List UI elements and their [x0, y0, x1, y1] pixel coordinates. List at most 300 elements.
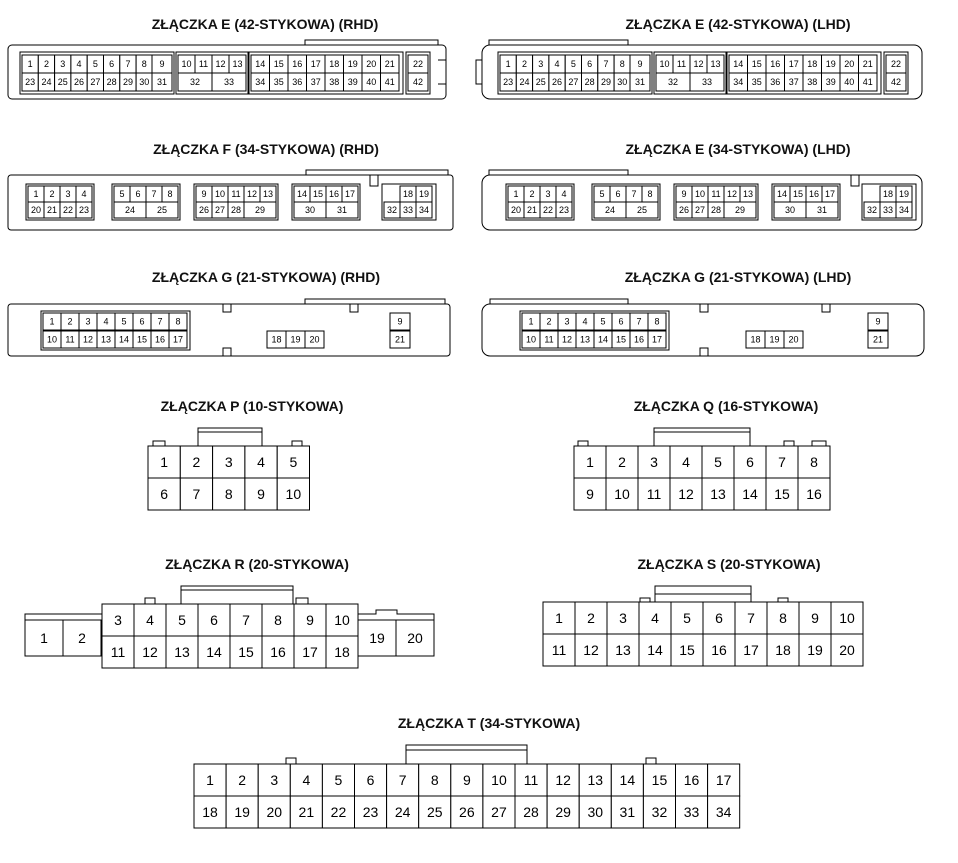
g21-rhd-pin-3-label: 3 [85, 316, 91, 327]
e42-lhd-pin-5 [565, 55, 581, 73]
q16-pin-15 [766, 478, 798, 510]
e34-lhd-pin-22 [540, 202, 556, 218]
f34-rhd-pin-30-label: 30 [304, 205, 316, 215]
e42-lhd-pin-5-label: 5 [570, 59, 576, 69]
e42-lhd-pin-36 [766, 73, 785, 91]
p10-latch [198, 428, 262, 446]
f34-rhd-pin-16-label: 16 [328, 189, 340, 199]
t34-pin-1-label: 1 [206, 772, 214, 788]
e34-lhd-pin-23-label: 23 [558, 205, 570, 215]
e42-lhd-pin-23 [500, 73, 516, 91]
e42-rhd-pin-23 [22, 73, 38, 91]
e42-rhd-pin-16 [288, 55, 307, 73]
e42-lhd-pin-16-label: 16 [770, 59, 781, 69]
title-q16: ZŁĄCZKA Q (16-STYKOWA) [633, 398, 819, 414]
t34-pin-22-label: 22 [330, 804, 347, 820]
e34-lhd-pin-8-label: 8 [647, 189, 653, 199]
s20-pin-4-label: 4 [651, 610, 659, 626]
t34-pin-29-label: 29 [555, 804, 571, 820]
e42-lhd-pin-24 [516, 73, 532, 91]
e42-rhd-pin-12-label: 12 [215, 59, 226, 69]
f34-rhd-pin-5 [114, 186, 130, 202]
e34-lhd-pin-26-label: 26 [678, 205, 690, 215]
e42-lhd-pin-21 [859, 55, 878, 73]
e42-lhd-pin-11-label: 11 [676, 59, 687, 69]
g21-lhd-pin-19 [765, 331, 784, 348]
r20-pin-17-label: 17 [302, 644, 318, 660]
p10-pin-10-label: 10 [285, 486, 302, 502]
e34-lhd-pin-14 [774, 186, 790, 202]
e42-lhd-pin-41 [859, 73, 878, 91]
e42-lhd-pin-1-label: 1 [505, 59, 511, 69]
q16-pin-4-label: 4 [682, 454, 690, 470]
s20-pin-3 [607, 602, 639, 634]
f34-rhd-pin-29 [244, 202, 276, 218]
r20-latch [181, 586, 293, 604]
e34-lhd-pin-18-label: 18 [882, 189, 894, 199]
f34-rhd-pin-24 [114, 202, 146, 218]
r20-pin-10 [326, 604, 358, 636]
f34-rhd-pin-5-label: 5 [119, 189, 125, 199]
g21-lhd-pin-7 [630, 313, 648, 330]
g21-lhd-pin-11 [540, 331, 558, 348]
t34-pin-32 [643, 796, 675, 828]
e42-lhd-pin-35 [748, 73, 767, 91]
e42-lhd-pin-9 [630, 55, 650, 73]
q16-pin-3 [638, 446, 670, 478]
t34-pin-10 [483, 764, 515, 796]
e34-lhd-pin-27 [692, 202, 708, 218]
g21-rhd-pin-15-label: 15 [136, 334, 148, 345]
e42-lhd-pin-12-label: 12 [693, 59, 704, 69]
t34-pin-17-label: 17 [715, 772, 732, 788]
e42-rhd-pin-20 [362, 55, 381, 73]
e42-rhd-pin-25 [55, 73, 71, 91]
e42-lhd-pin-8 [614, 55, 630, 73]
e34-lhd-pin-6 [610, 186, 626, 202]
t34-pin-24-label: 24 [394, 804, 411, 820]
q16-latch [654, 428, 750, 446]
g21-lhd-pin-10-label: 10 [525, 334, 537, 345]
g21-lhd-pin-3-label: 3 [564, 316, 570, 327]
f34-rhd-pin-25-label: 25 [156, 205, 168, 215]
e42-lhd-pin-20 [840, 55, 859, 73]
g21-rhd-pin-5 [115, 313, 133, 330]
e42-lhd-pin-15-label: 15 [751, 59, 762, 69]
f34-rhd-pin-27-label: 27 [214, 205, 226, 215]
e34-lhd-pin-20 [508, 202, 524, 218]
title-e34-lhd: ZŁĄCZKA E (34-STYKOWA) (LHD) [625, 141, 851, 157]
t34-pin-3 [258, 764, 290, 796]
e42-rhd-pin-1-label: 1 [27, 59, 33, 69]
t34-pin-15-label: 15 [651, 772, 668, 788]
e42-rhd-pin-41 [381, 73, 400, 91]
p10-pin-4-label: 4 [257, 454, 265, 470]
g21-rhd-pin-3 [79, 313, 97, 330]
e34-lhd-pin-13 [740, 186, 756, 202]
g21-rhd-pin-20 [305, 331, 324, 348]
e42-rhd-pin-36-label: 36 [292, 77, 303, 87]
e42-rhd-pin-14-label: 14 [255, 59, 266, 69]
t34-pin-2 [226, 764, 258, 796]
t34-pin-24 [387, 796, 419, 828]
t34-pin-17 [708, 764, 740, 796]
e42-rhd-pin-10 [178, 55, 195, 73]
s20-pin-9 [799, 602, 831, 634]
g21-lhd-pin-9 [868, 313, 888, 330]
r20-pin-16 [262, 636, 294, 668]
e34-lhd-pin-28-label: 28 [710, 205, 722, 215]
e42-lhd-pin-31-label: 31 [634, 77, 646, 87]
e42-rhd-pin-4-label: 4 [76, 59, 82, 69]
e42-lhd-pin-30 [614, 73, 630, 91]
f34-rhd-pin-32 [384, 202, 400, 218]
r20-pin-4 [134, 604, 166, 636]
e42-rhd-pin-15-label: 15 [273, 59, 284, 69]
e42-rhd-pin-29-label: 29 [122, 77, 133, 87]
t34-pin-18 [194, 796, 226, 828]
e42-rhd-pin-23-label: 23 [25, 77, 36, 87]
title-f34-rhd: ZŁĄCZKA F (34-STYKOWA) (RHD) [153, 141, 379, 157]
f34-rhd-pin-23-label: 23 [78, 205, 90, 215]
e42-rhd-pin-42-label: 42 [412, 77, 424, 87]
q16-pin-8-label: 8 [810, 454, 818, 470]
e42-rhd-pin-1 [22, 55, 38, 73]
e42-rhd-pin-22-label: 22 [412, 59, 424, 69]
s20-pin-18 [767, 634, 799, 666]
f34-rhd-pin-27 [212, 202, 228, 218]
e34-lhd-pin-23 [556, 202, 572, 218]
s20-pin-17-label: 17 [743, 642, 759, 658]
t34-pin-21-label: 21 [298, 804, 315, 820]
e42-rhd-pin-7 [120, 55, 136, 73]
g21-lhd-pin-16-label: 16 [633, 334, 645, 345]
e42-rhd-pin-29 [120, 73, 136, 91]
e42-rhd-pin-17 [307, 55, 326, 73]
s20-pin-20 [831, 634, 863, 666]
t34-pin-29 [547, 796, 579, 828]
g21-rhd-pin-15 [133, 331, 151, 348]
e42-lhd-pin-28 [582, 73, 598, 91]
f34-rhd-pin-21 [44, 202, 60, 218]
g21-rhd-pin-7-label: 7 [157, 316, 163, 327]
t34-pin-25 [419, 796, 451, 828]
s20-pin-15 [671, 634, 703, 666]
q16-pin-10-label: 10 [614, 486, 630, 502]
f34-rhd-pin-12-label: 12 [246, 189, 258, 199]
s20-pin-19 [799, 634, 831, 666]
f34-rhd-pin-28-label: 28 [230, 205, 242, 215]
p10-pin-4 [245, 446, 277, 478]
e42-lhd-pin-6 [582, 55, 598, 73]
g21-lhd-pin-15-label: 15 [615, 334, 627, 345]
s20-pin-5 [671, 602, 703, 634]
t34-pin-20-label: 20 [266, 804, 283, 820]
s20-pin-11-label: 11 [551, 642, 567, 658]
s20-pin-20-label: 20 [839, 642, 855, 658]
e42-rhd-pin-33 [212, 73, 246, 91]
e34-lhd-pin-4-label: 4 [561, 189, 567, 199]
f34-rhd-pin-8-label: 8 [167, 189, 173, 199]
r20-pin-3-label: 3 [114, 612, 122, 628]
p10-tabs [153, 441, 302, 446]
e42-rhd-pin-27 [87, 73, 103, 91]
g21-lhd-pin-6-label: 6 [618, 316, 624, 327]
g21-rhd-pin-2 [61, 313, 79, 330]
e42-lhd-pin-29 [598, 73, 614, 91]
r20-pin-13-label: 13 [174, 644, 190, 660]
f34-rhd-pin-17 [342, 186, 358, 202]
f34-rhd-pin-31 [326, 202, 358, 218]
e34-lhd-pin-33-label: 33 [882, 205, 894, 215]
g21-rhd-pin-11 [61, 331, 79, 348]
f34-rhd-pin-30 [294, 202, 326, 218]
q16-pin-12-label: 12 [678, 486, 694, 502]
e34-lhd-pin-10-label: 10 [694, 189, 706, 199]
e34-lhd-pin-12 [724, 186, 740, 202]
pins-layer [20, 52, 916, 828]
e42-lhd-pin-30-label: 30 [617, 77, 628, 87]
e42-rhd-pin-40 [362, 73, 381, 91]
r20-pin-9-label: 9 [306, 612, 314, 628]
s20-pin-13-label: 13 [615, 642, 631, 658]
g21-lhd-pin-2-label: 2 [546, 316, 552, 327]
q16-pin-6-label: 6 [746, 454, 754, 470]
p10-pin-5 [277, 446, 309, 478]
g21-rhd-pin-5-label: 5 [121, 316, 127, 327]
e42-lhd-pin-40 [840, 73, 859, 91]
q16-pin-2-label: 2 [618, 454, 626, 470]
e42-lhd-pin-33-label: 33 [701, 77, 713, 87]
e42-rhd-pin-2 [38, 55, 54, 73]
q16-pin-7 [766, 446, 798, 478]
r20-pin-8 [262, 604, 294, 636]
s20-pin-10-label: 10 [839, 610, 855, 626]
e42-rhd-pin-8-label: 8 [141, 59, 147, 69]
g21-rhd-pin-13 [97, 331, 115, 348]
r20-pin-6 [198, 604, 230, 636]
e42-rhd-pin-5 [87, 55, 103, 73]
e42-rhd-pin-13 [229, 55, 246, 73]
e42-rhd-pin-2-label: 2 [43, 59, 49, 69]
e42-rhd-pin-19 [344, 55, 363, 73]
e34-lhd-pin-13-label: 13 [742, 189, 754, 199]
f34-rhd-pin-11-label: 11 [231, 189, 241, 199]
e42-lhd-pin-25-label: 25 [535, 77, 546, 87]
e42-lhd-pin-27 [565, 73, 581, 91]
r20-pin-7-label: 7 [242, 612, 250, 628]
r20-pin-2-label: 2 [78, 630, 86, 646]
r20-pin-1-label: 1 [40, 630, 48, 646]
e42-lhd-pin-2 [516, 55, 532, 73]
e42-lhd-pin-27-label: 27 [568, 77, 579, 87]
e42-rhd-pin-14 [251, 55, 270, 73]
e34-lhd-pin-33 [880, 202, 896, 218]
r20-pin-3 [102, 604, 134, 636]
g21-lhd-pin-4 [576, 313, 594, 330]
g21-lhd-pin-8-label: 8 [654, 316, 660, 327]
s20-pin-16 [703, 634, 735, 666]
f34-rhd-pin-12 [244, 186, 260, 202]
r20-pin-13 [166, 636, 198, 668]
g21-rhd-pin-18 [267, 331, 286, 348]
t34-pin-8 [419, 764, 451, 796]
f34-rhd-pin-25 [146, 202, 178, 218]
e42-lhd-pin-7-label: 7 [603, 59, 609, 69]
f34-rhd-pin-19-label: 19 [418, 189, 430, 199]
t34-pin-11-label: 11 [523, 772, 539, 788]
s20-pin-12-label: 12 [583, 642, 599, 658]
e42-rhd-pin-6 [104, 55, 120, 73]
e34-lhd-pin-7 [626, 186, 642, 202]
e34-lhd-pin-1-label: 1 [513, 189, 519, 199]
t34-pin-33-label: 33 [683, 804, 700, 820]
e34-lhd-pin-18 [880, 186, 896, 202]
g21-rhd-pin-12 [79, 331, 97, 348]
p10-pin-8-label: 8 [224, 486, 233, 502]
e42-rhd-pin-26 [71, 73, 87, 91]
e42-rhd-pin-28 [104, 73, 120, 91]
e42-rhd-pin-39-label: 39 [347, 77, 358, 87]
e42-rhd-pin-30 [136, 73, 152, 91]
p10-pin-8 [213, 478, 245, 510]
e42-rhd-pin-11-label: 11 [198, 59, 209, 69]
e42-rhd-pin-8 [136, 55, 152, 73]
t34-pin-5 [322, 764, 354, 796]
g21-lhd-pin-5 [594, 313, 612, 330]
r20-pin-10-label: 10 [334, 612, 350, 628]
e34-lhd-pin-29 [724, 202, 756, 218]
t34-pin-34-label: 34 [715, 804, 732, 820]
q16-pin-10 [606, 478, 638, 510]
e34-lhd-pin-31 [806, 202, 838, 218]
e42-lhd-pin-32-label: 32 [667, 77, 679, 87]
e42-lhd-pin-10 [656, 55, 673, 73]
s20-pin-15-label: 15 [679, 642, 695, 658]
e34-lhd-pin-27-label: 27 [694, 205, 706, 215]
g21-lhd-pin-13 [576, 331, 594, 348]
s20-pin-7-label: 7 [747, 610, 755, 626]
e42-rhd-pin-6-label: 6 [109, 59, 115, 69]
q16-pin-13-label: 13 [710, 486, 726, 502]
s20-pin-6 [703, 602, 735, 634]
t34-pin-12 [547, 764, 579, 796]
q16-pin-16-label: 16 [806, 486, 822, 502]
q16-pin-1-label: 1 [586, 454, 594, 470]
g21-lhd-pin-5-label: 5 [600, 316, 606, 327]
g21-rhd-pin-1 [43, 313, 61, 330]
g21-rhd-pin-10-label: 10 [46, 334, 58, 345]
e42-lhd-pin-37 [785, 73, 804, 91]
p10-pin-6-label: 6 [160, 486, 169, 502]
f34-rhd-pin-17-label: 17 [344, 189, 356, 199]
t34-pin-25-label: 25 [426, 804, 443, 820]
e34-lhd-pin-21-label: 21 [526, 205, 538, 215]
f34-rhd-pin-9 [196, 186, 212, 202]
f34-rhd-pin-20 [28, 202, 44, 218]
e42-lhd-pin-10-label: 10 [659, 59, 670, 69]
t34-pin-3-label: 3 [270, 772, 279, 788]
q16-pin-14 [734, 478, 766, 510]
e42-rhd-pin-11 [195, 55, 212, 73]
t34-pin-21 [290, 796, 322, 828]
e42-lhd-pin-8-label: 8 [619, 59, 625, 69]
e42-rhd-pin-9-label: 9 [159, 59, 165, 69]
e34-lhd-pin-15 [790, 186, 806, 202]
g21-rhd-pin-2-label: 2 [67, 316, 73, 327]
t34-pin-14 [611, 764, 643, 796]
e42-rhd-pin-37 [307, 73, 326, 91]
s20-pin-14-label: 14 [647, 642, 663, 658]
e42-rhd-pin-13-label: 13 [232, 59, 243, 69]
e42-lhd-pin-14 [729, 55, 748, 73]
f34-rhd-pin-14-label: 14 [296, 189, 308, 199]
g21-rhd-pin-4-label: 4 [103, 316, 109, 327]
t34-pin-14-label: 14 [619, 772, 636, 788]
g21-lhd-pin-13-label: 13 [579, 334, 591, 345]
q16-tabs [578, 441, 826, 446]
title-r20: ZŁĄCZKA R (20-STYKOWA) [165, 556, 349, 572]
e42-lhd-pin-3 [533, 55, 549, 73]
r20-pin-14-label: 14 [206, 644, 222, 660]
q16-pin-1 [574, 446, 606, 478]
e42-lhd-pin-39 [822, 73, 841, 91]
p10-pin-7 [180, 478, 212, 510]
e42-rhd-pin-37-label: 37 [310, 77, 321, 87]
s20-pin-1-label: 1 [555, 610, 563, 626]
g21-rhd-pin-6 [133, 313, 151, 330]
g21-lhd-pin-14-label: 14 [597, 334, 609, 345]
e34-lhd-pin-20-label: 20 [510, 205, 522, 215]
f34-rhd-pin-11 [228, 186, 244, 202]
e42-rhd-pin-3-label: 3 [60, 59, 66, 69]
f34-rhd-pin-18-label: 18 [402, 189, 414, 199]
e42-lhd-pin-6-label: 6 [587, 59, 593, 69]
s20-pin-13 [607, 634, 639, 666]
q16-pin-4 [670, 446, 702, 478]
f34-rhd-pin-33-label: 33 [402, 205, 414, 215]
g21-rhd-pin-6-label: 6 [139, 316, 145, 327]
e34-lhd-pin-22-label: 22 [542, 205, 554, 215]
q16-pin-11 [638, 478, 670, 510]
e42-lhd-pin-37-label: 37 [788, 77, 799, 87]
e42-rhd-pin-20-label: 20 [366, 59, 377, 69]
g21-lhd-pin-20 [784, 331, 803, 348]
e34-lhd-pin-32-label: 32 [866, 205, 878, 215]
f34-rhd-pin-26 [196, 202, 212, 218]
t34-pin-27 [483, 796, 515, 828]
e42-lhd-pin-35-label: 35 [751, 77, 762, 87]
t34-pin-16-label: 16 [683, 772, 700, 788]
f34-rhd-pin-6 [130, 186, 146, 202]
e34-lhd-pin-19-label: 19 [898, 189, 910, 199]
e42-lhd-pin-32 [656, 73, 690, 91]
e42-rhd-pin-28-label: 28 [106, 77, 117, 87]
e42-lhd-pin-14-label: 14 [733, 59, 744, 69]
e42-rhd-pin-35 [270, 73, 289, 91]
t34-pin-31 [611, 796, 643, 828]
g21-lhd-pin-19-label: 19 [769, 334, 780, 345]
e34-lhd-pin-16 [806, 186, 822, 202]
r20-pin-17 [294, 636, 326, 668]
e42-lhd-pin-1 [500, 55, 516, 73]
e42-lhd-pin-13-label: 13 [710, 59, 721, 69]
e42-rhd-pin-32-label: 32 [189, 77, 201, 87]
e42-rhd-pin-30-label: 30 [139, 77, 150, 87]
g21-rhd-pin-9 [390, 313, 410, 330]
e34-lhd-pin-34-label: 34 [898, 205, 910, 215]
p10-pin-9-label: 9 [257, 486, 265, 502]
